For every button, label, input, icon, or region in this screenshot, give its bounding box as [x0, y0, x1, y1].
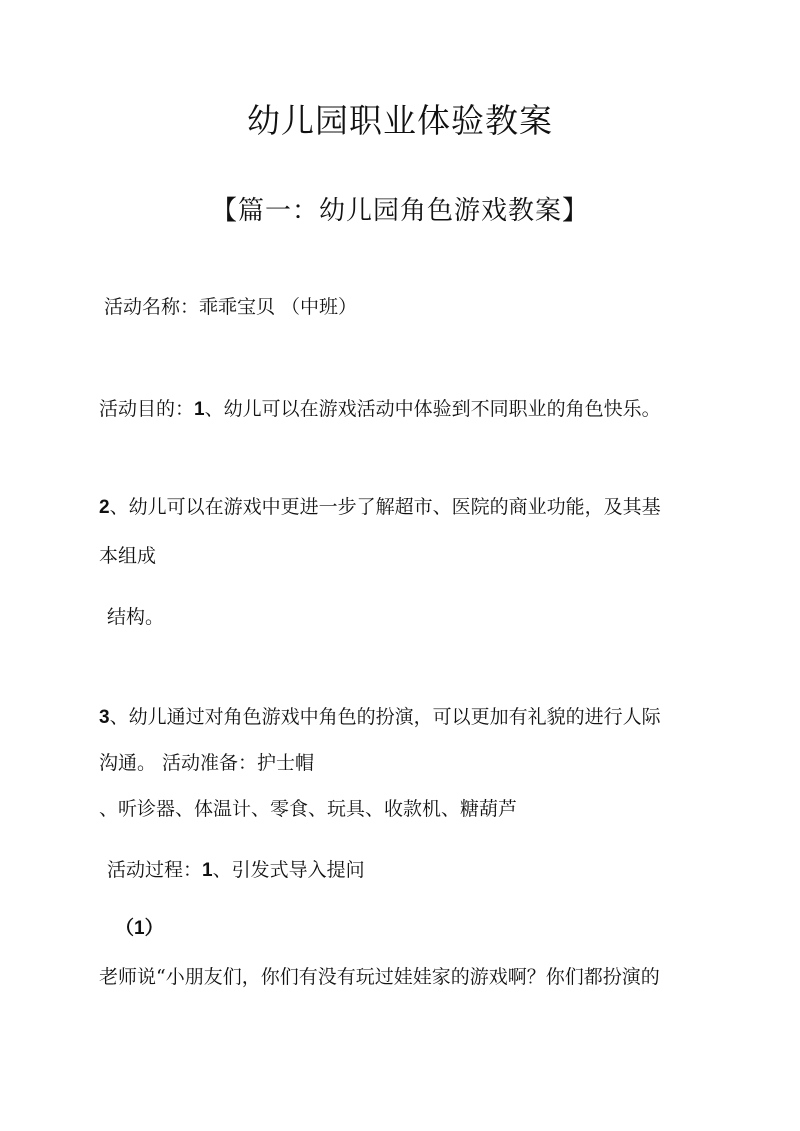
process-prefix: 活动过程：: [107, 859, 203, 881]
goal1-number: 1: [194, 399, 205, 420]
goal2-continuation: 本组成: [99, 545, 157, 567]
goal-prefix: 活动目的：: [99, 398, 195, 420]
preparation-items: 、听诊器、体温计、零食、玩具、收款机、糖葫芦: [99, 798, 518, 820]
goal1-text: 、幼儿可以在游戏活动中体验到不同职业的角色快乐。: [204, 398, 661, 420]
goal3-number: 3: [99, 707, 110, 728]
goal-line-3: [99, 706, 661, 730]
goal3-continuation: 沟通。 活动准备：护士帽: [99, 752, 315, 774]
goal2-continuation-2: 结构。: [107, 606, 165, 628]
document-subtitle: 【篇一：幼儿园角色游戏教案】: [210, 196, 589, 226]
activity-name: 活动名称：乖乖宝贝 （中班）: [104, 296, 358, 318]
process-line: [107, 859, 365, 883]
goal-line-2: [99, 496, 661, 520]
goal3-text: 、幼儿通过对角色游戏中角色的扮演，可以更加有礼貌的进行人际: [109, 706, 661, 728]
goal-line-1: [99, 398, 661, 422]
teacher-line: 老师说“小朋友们，你们有没有玩过娃娃家的游戏啊？你们都扮演的: [99, 966, 660, 988]
process-text: 、引发式导入提问: [212, 859, 365, 881]
document-title: 幼儿园职业体验教案: [247, 101, 553, 140]
goal2-text: 、幼儿可以在游戏中更进一步了解超市、医院的商业功能，及其基: [109, 496, 661, 518]
goal2-number: 2: [99, 497, 110, 518]
step-label: （1）: [115, 918, 164, 939]
process-number: 1: [202, 860, 213, 881]
